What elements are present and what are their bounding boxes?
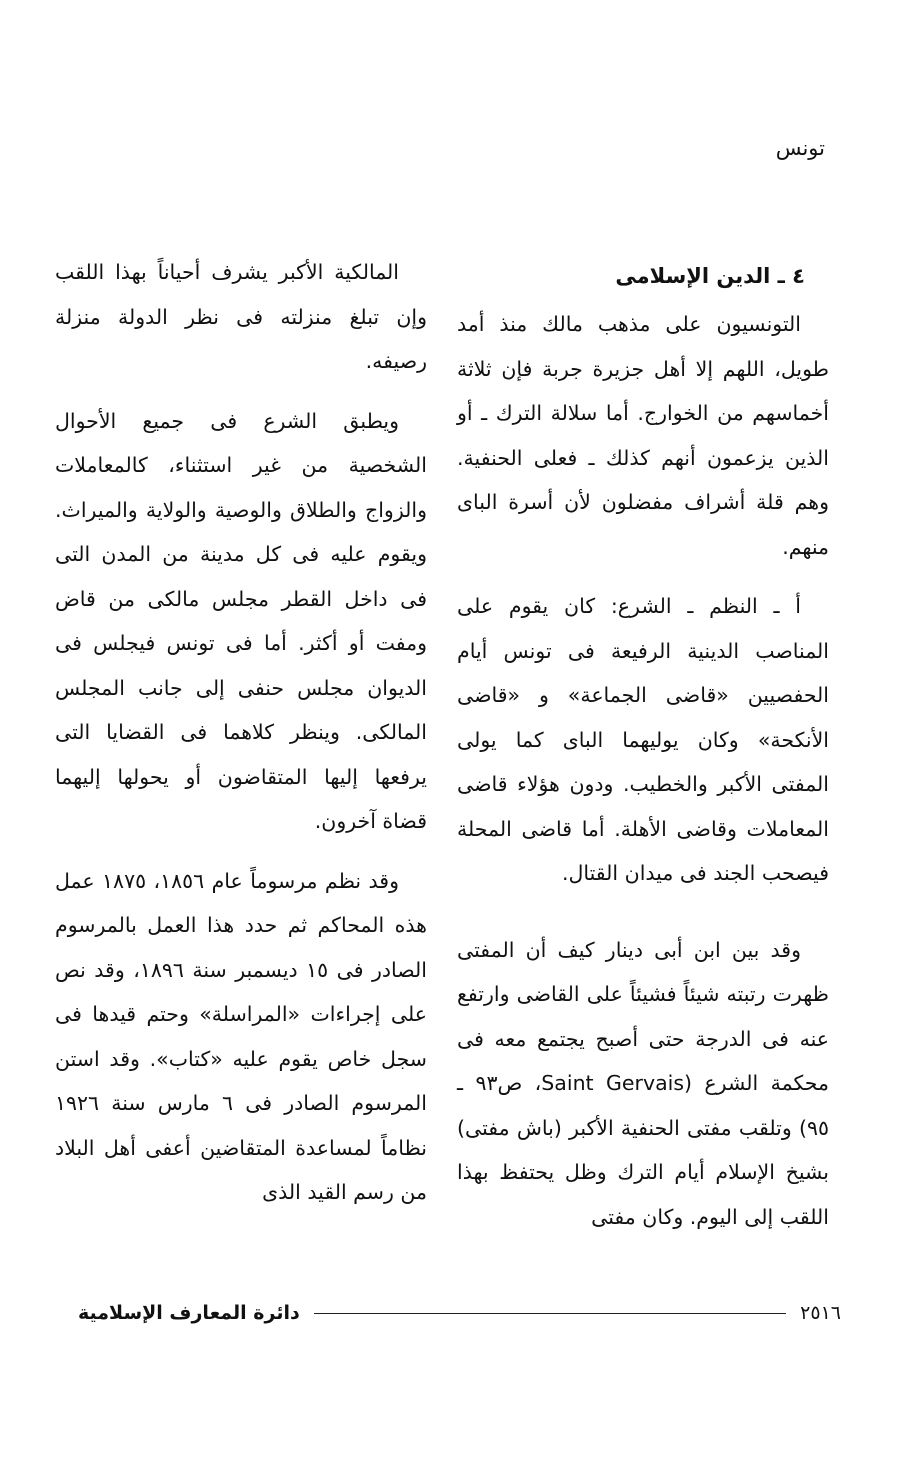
left-column	[55, 250, 427, 1215]
paragraph: التونسيون على مذهب مالك منذ أمد طويل، اللهم إلا أهل جزيرة جربة فإن ثلاثة أخماسهم من الخوارج. أما سلالة الترك ـ أو الذين يزعمون أنهم كذلك ـ فعلى الحنفية. وهم قلة أشراف مفضلون لأن أسرة الباى منهم.	[457, 312, 829, 559]
paragraph: أ ـ النظم ـ الشرع: كان يقوم على المناصب الدينية الرفيعة فى تونس أيام الحفصيين «قاضى الجماعة» و «قاضى الأنكحة» وكان يوليهما الباى كما يولى المفتى الأكبر والخطيب. ودون هؤلاء قاضى المعاملات وقاضى الأهلة. أما قاضى المحلة فيصحب الجند فى ميدان القتال.	[457, 594, 829, 885]
page-footer	[78, 1296, 841, 1330]
paragraph: وقد نظم مرسوماً عام ١٨٥٦، ١٨٧٥ عمل هذه المحاكم ثم حدد هذا العمل بالمرسوم الصادر فى ١٥ ديسمبر سنة ١٨٩٦، وقد نص على إجراءات «المراسلة» وحتم قيدها فى سجل خاص يقوم عليه «كتاب». وقد استن المرسوم الصادر فى ٦ مارس سنة ١٩٢٦ نظاماً لمساعدة المتقاضين أعفى أهل البلاد من رسم القيد الذى	[55, 868, 427, 1204]
footer-rule	[314, 1313, 786, 1314]
paragraph: ويطبق الشرع فى جميع الأحوال الشخصية من غير استثناء، كالمعاملات والزواج والطلاق والوصية والولاية والميراث. ويقوم عليه فى كل مدينة من المدن التى فى داخل القطر مجلس مالكى من قاض ومفت أو أكثر. أما فى تونس فيجلس فى الديوان مجلس حنفى إلى جانب المجلس المالكى. وينظر كلاهما فى القضايا التى يرفعها إليها المتقاضون أو يحولها إليهما قضاة آخرون.	[55, 408, 427, 833]
paragraph: وقد بين ابن أبى دينار كيف أن المفتى ظهرت رتبته شيئاً فشيئاً على القاضى وارتفع عنه فى الدرجة حتى أصبح يجتمع معه فى محكمة الشرع (Saint Gervais، ص٩٣ ـ ٩٥) وتلقب مفتى الحنفية الأكبر (باش مفتى) بشيخ الإسلام أيام الترك وظل يحتفظ بهذا اللقب إلى اليوم. وكان مفتى	[457, 937, 829, 1229]
page-number: ٢٥١٦	[800, 1302, 841, 1324]
running-head: تونس	[775, 136, 825, 160]
right-column	[457, 250, 829, 1239]
paragraph: المالكية الأكبر يشرف أحياناً بهذا اللقب وإن تبلغ منزلته فى نظر الدولة منزلة رصيفه.	[55, 260, 427, 373]
section-heading: ٤ ـ الدين الإسلامى	[615, 264, 805, 288]
publication-title: دائرة المعارف الإسلامية	[78, 1302, 300, 1324]
